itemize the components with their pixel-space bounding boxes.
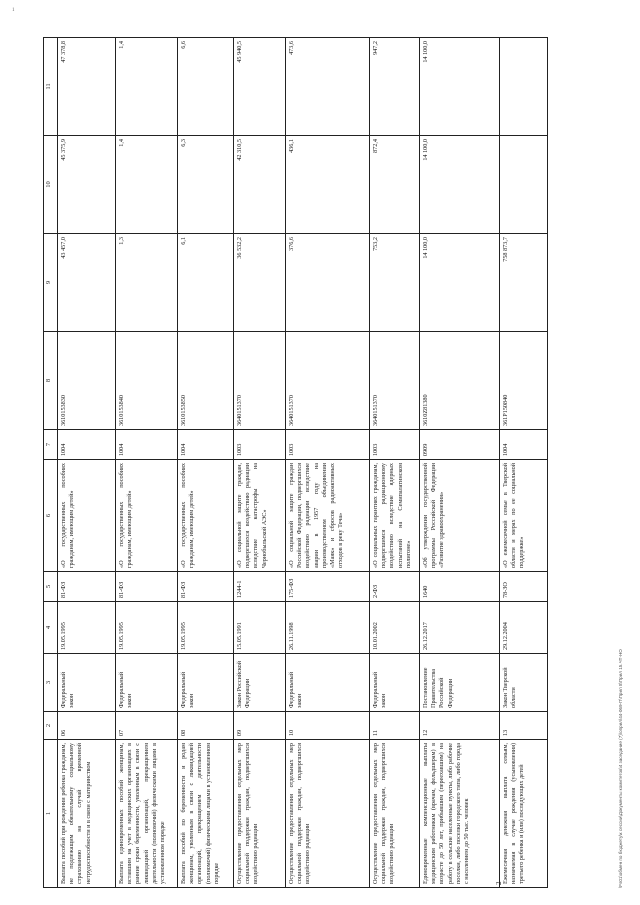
document-number: 81-ФЗ: [58, 572, 116, 602]
document-type: Федеральный закон: [370, 654, 420, 712]
budget-obligations-table: [43, 37, 548, 888]
document-date: 19.05.1995: [178, 602, 234, 654]
budget-section: 1004: [116, 430, 178, 460]
document-type: Федеральный закон: [116, 654, 178, 712]
column-number: 9: [44, 234, 58, 332]
document-type: Закон Тверской области: [500, 654, 548, 712]
column-number: 5: [44, 572, 58, 602]
row-number: 13: [500, 712, 548, 740]
row-name: Единовременные компенсационные выплаты медицинским работникам (врачам, фельдшерам) в возрасте до 50 лет, прибывшим (переехавшим) на работу в сельские населенные пункты, либо рабочие поселки, либо поселки городского типа, либо города с населением до 50 тыс. человек: [420, 740, 500, 888]
document-title: «О социальной защите граждан, подвергшихся воздействию радиации вследствие катастрофы на Чернобыльской АЭС»: [234, 460, 286, 572]
table-row: [286, 38, 370, 888]
budget-section: 1003: [286, 430, 370, 460]
amount-2020: 14 100,0: [420, 136, 500, 234]
row-number: 09: [234, 712, 286, 740]
column-number: 7: [44, 430, 58, 460]
rotated-table-area: [43, 38, 526, 888]
target-article-code: 3610153830: [58, 332, 116, 430]
document-number: 175-ФЗ: [286, 572, 370, 602]
column-number: 8: [44, 332, 58, 430]
table-row: [234, 38, 286, 888]
row-number: 12: [420, 712, 500, 740]
document-title: «О государственных пособиях гражданам, имеющим детей»: [116, 460, 178, 572]
target-article-code: 3640151370: [234, 332, 286, 430]
row-number: 07: [116, 712, 178, 740]
amount-2019: 36 532,2: [234, 234, 286, 332]
column-number: 4: [44, 602, 58, 654]
document-title: «Об утверждении государственной программы Российской Федерации «Развитие здравоохранения»: [420, 460, 500, 572]
column-number: 6: [44, 460, 58, 572]
document-title: «О государственных пособиях гражданам, имеющим детей»: [178, 460, 234, 572]
amount-2021: 1,4: [116, 38, 178, 136]
amount-2019: 753,2: [370, 234, 420, 332]
table-row: [500, 38, 548, 888]
amount-2020: 436,1: [286, 136, 370, 234]
amount-2021: 6,6: [178, 38, 234, 136]
document-number: 78-ЗО: [500, 572, 548, 602]
document-date: 26.11.1998: [286, 602, 370, 654]
amount-2020: 6,3: [178, 136, 234, 234]
budget-section: 1003: [234, 430, 286, 460]
target-article-code: 3640151370: [286, 332, 370, 430]
document-date: 10.01.2002: [370, 602, 420, 654]
budget-section: 0909: [420, 430, 500, 460]
table-row: [116, 38, 178, 888]
document-title: «О государственных пособиях гражданам, имеющим детей»: [58, 460, 116, 572]
document-date: 29.12.2004: [500, 602, 548, 654]
document-date: 26.12.2017: [420, 602, 500, 654]
amount-2020: 872,4: [370, 136, 420, 234]
document-title: «О ежемесячной семье в Тверской области и мерах по ее социальной поддержке»: [500, 460, 548, 572]
document-number: 1244-1: [234, 572, 286, 602]
target-article-code: 3610153840: [116, 332, 178, 430]
amount-2020: 42 310,5: [234, 136, 286, 234]
row-number: 10: [286, 712, 370, 740]
row-number: 11: [370, 712, 420, 740]
row-name: Ежемесячная денежная выплата семьям, назначаемая в случае рождения (усыновления) третьего ребенка и (или) последующих детей: [500, 740, 548, 888]
amount-2021: 947,2: [370, 38, 420, 136]
column-number: 11: [44, 38, 58, 136]
document-type: Федеральный закон: [58, 654, 116, 712]
amount-2020: 45 375,9: [58, 136, 116, 234]
row-number: 06: [58, 712, 116, 740]
table-row: [370, 38, 420, 888]
amount-2019: 43 457,0: [58, 234, 116, 332]
document-number: 2-ФЗ: [370, 572, 420, 602]
budget-section: 1003: [370, 430, 420, 460]
amount-2020: [500, 136, 548, 234]
document-number: 81-ФЗ: [116, 572, 178, 602]
column-number: 3: [44, 654, 58, 712]
row-name: Выплата пособий при рождении ребенка гражданам, не подлежащим обязательному социальному страхованию на случай временной нетрудоспособности и в связи с материнством: [58, 740, 116, 888]
amount-2019: 14 100,0: [420, 234, 500, 332]
target-article-code: 3610Z81380: [420, 332, 500, 430]
budget-section: 1004: [58, 430, 116, 460]
document-type: Федеральный закон: [178, 654, 234, 712]
amount-2021: 45 940,5: [234, 38, 286, 136]
document-title: «О социальных гарантиях гражданам, подвергшимся радиационному воздействию вследствие ядерных испытаний на Семипалатинском полигоне»: [370, 460, 420, 572]
document-number: 81-ФЗ: [178, 572, 234, 602]
table-row: [178, 38, 234, 888]
row-name: Осуществление предоставления отдельных мер социальной поддержки граждан, подвергшихся воздействию радиации: [286, 740, 370, 888]
document-date: 15.05.1991: [234, 602, 286, 654]
column-number: 2: [44, 712, 58, 740]
row-name: Осуществление предоставления отдельных мер социальной поддержки граждан, подвергшихся воздействию радиации: [370, 740, 420, 888]
amount-2019: 1,3: [116, 234, 178, 332]
budget-section: 1004: [500, 430, 548, 460]
table-row: [420, 38, 500, 888]
column-number-row: [44, 38, 58, 888]
document-date: 19.05.1995: [58, 602, 116, 654]
target-article-code: 3610153850: [178, 332, 234, 430]
target-article-code: 3640151370: [370, 332, 420, 430]
page-number: 2: [495, 881, 503, 885]
target-article-code: 361Р150840: [500, 332, 548, 430]
document-type: Постановление Правительства Российской Федерации: [420, 654, 500, 712]
budget-section: 1004: [178, 430, 234, 460]
row-name: Осуществление предоставления отдельных мер социальной поддержки граждан, подвергшихся воздействию радиации: [234, 740, 286, 888]
row-number: 08: [178, 712, 234, 740]
row-name: Выплата пособий по беременности и родам женщинам, уволенным в связи с ликвидацией организаций, прекращением деятельности (полномочий) физическими лицами в установленном порядке: [178, 740, 234, 888]
amount-2019: 758 873,7: [500, 234, 548, 332]
row-name: Выплата единовременных пособий женщинам, вставшим на учет в медицинских организациях в ранние сроки беременности, уволенным в связи с ликвидацией организаций, прекращением деятельности (полномочий) физическими лицами в установленном порядке: [116, 740, 178, 888]
document-title: «О социальной защите граждан Российской Федерации, подвергшихся воздействию радиации вследствие аварии в 1957 году на производственном объединении «Маяк» и сбросов радиоактивных отходов в реку Теча»: [286, 460, 370, 572]
amount-2019: 6,1: [178, 234, 234, 332]
column-number: 10: [44, 136, 58, 234]
file-path-footer: \Fs01\oбмен по бюджету\к сессии\Документы комитетов\4 заседание (7)\оприл\44-069-П\Прил 8\Прил 15.ЧТ-НО: [618, 649, 623, 888]
amount-2019: 376,6: [286, 234, 370, 332]
column-number: 1: [44, 740, 58, 888]
amount-2021: 47 378,8: [58, 38, 116, 136]
document-date: 19.05.1995: [116, 602, 178, 654]
document-type: Закон Российской Федерации: [234, 654, 286, 712]
table-row: [58, 38, 116, 888]
amount-2021: 14 100,0: [420, 38, 500, 136]
amount-2021: 473,6: [286, 38, 370, 136]
document-type: Федеральный закон: [286, 654, 370, 712]
amount-2020: 1,4: [116, 136, 178, 234]
corner-stamp: 1: [12, 8, 15, 13]
document-number: 1640: [420, 572, 500, 602]
amount-2021: [500, 38, 548, 136]
